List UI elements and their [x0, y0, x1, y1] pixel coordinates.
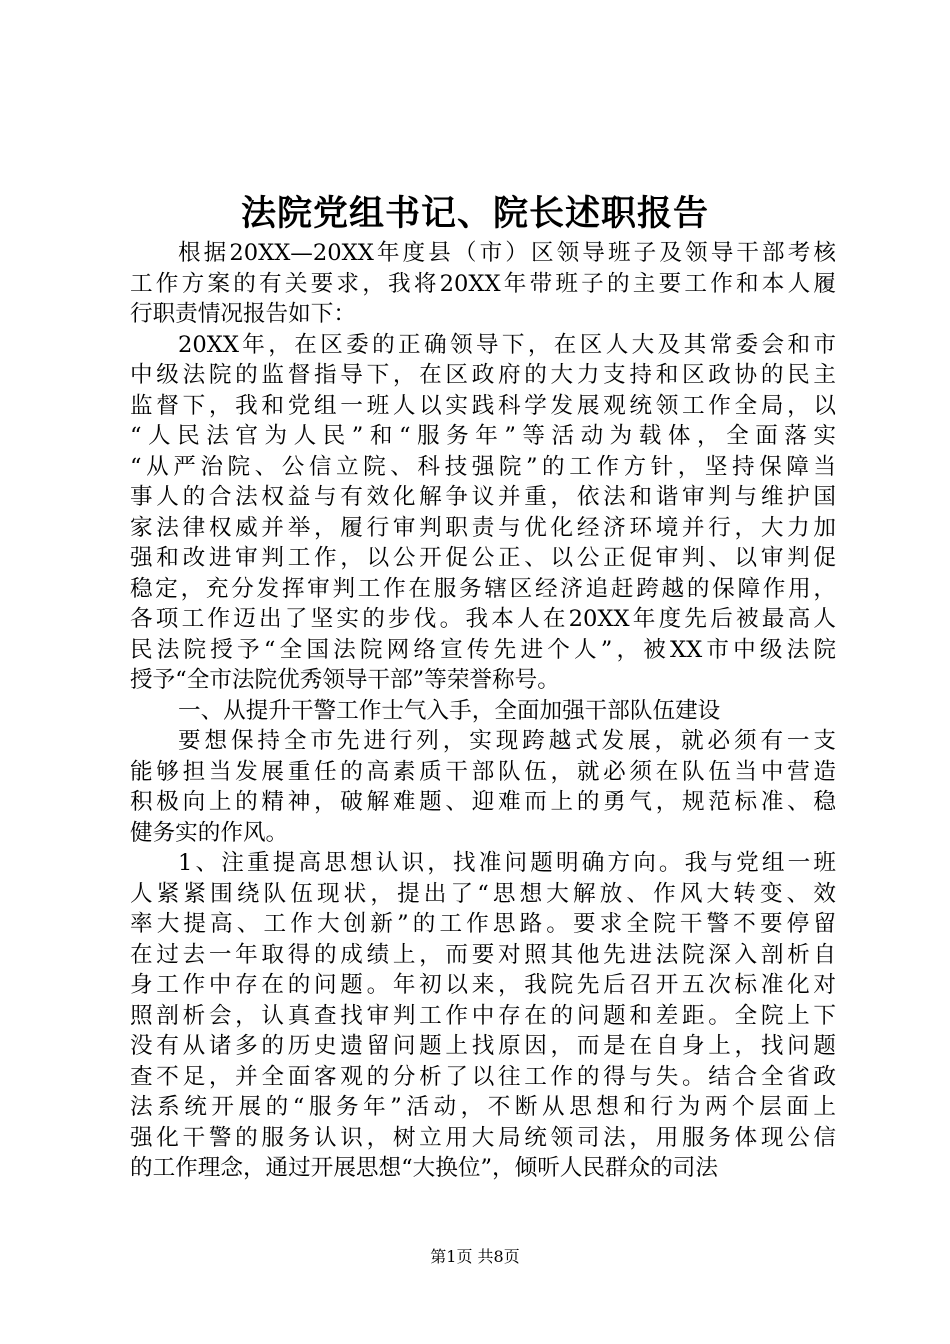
paragraph-line: 监督下，我和党组一班人以实践科学发展观统领工作全局，以 [130, 392, 836, 419]
paragraph [130, 696, 836, 727]
paragraph-line: 一、从提升干警工作士气入手，全面加强干部队伍建设 [178, 697, 721, 724]
paragraph-line: 家法律权威并举，履行审判职责与优化经济环境并行，大力加 [130, 514, 836, 541]
paragraph [130, 330, 836, 696]
paragraph-line: 照剖析会，认真查找审判工作中存在的问题和差距。全院上下 [130, 1002, 836, 1029]
paragraph-line: 事人的合法权益与有效化解争议并重，依法和谐审判与维护国 [130, 484, 836, 510]
document-body [130, 238, 836, 1184]
paragraph-line: 强和改进审判工作，以公开促公正、以公正促审判、以审判促 [130, 545, 836, 571]
page-footer: 第1页 共8页 [430, 1247, 520, 1266]
paragraph-line: 人紧紧围绕队伍现状，提出了“思想大解放、作风大转变、效 [130, 880, 836, 907]
paragraph-line: 行职责情况报告如下： [130, 301, 356, 327]
paragraph-line: 没有从诸多的历史遗留问题上找原因，而是在自身上，找问题 [130, 1033, 836, 1059]
paragraph-line: 能够担当发展重任的高素质干部队伍，就必须在队伍当中营造 [130, 758, 836, 785]
paragraph-line: 查不足，并全面客观的分析了以往工作的得与失。结合全省政 [130, 1063, 836, 1090]
paragraph-line: 健务实的作风。 [130, 819, 289, 846]
paragraph-line: 1、注重提高思想认识，找准问题明确方向。我与党组一班 [178, 850, 836, 876]
paragraph-line: 民法院授予“全国法院网络宣传先进个人”，被XX市中级法院 [130, 636, 836, 663]
paragraph-line: 工作方案的有关要求，我将20XX年带班子的主要工作和本人履 [130, 270, 836, 297]
paragraph-line: 率大提高、工作大创新”的工作思路。要求全院干警不要停留 [130, 911, 836, 937]
paragraph-line: 授予“全市法院优秀领导干部”等荣誉称号。 [130, 667, 560, 693]
paragraph-line: 各项工作迈出了坚实的步伐。我本人在20XX年度先后被最高人 [130, 606, 836, 632]
paragraph-line: 20XX年，在区委的正确领导下，在区人大及其常委会和市 [178, 331, 836, 358]
paragraph-line: 在过去一年取得的成绩上，而要对照其他先进法院深入剖析自 [130, 941, 836, 968]
paragraph-line: “从严治院、公信立院、科技强院”的工作方针，坚持保障当 [130, 453, 836, 480]
paragraph [130, 238, 836, 330]
paragraph-line: 中级法院的监督指导下，在区政府的大力支持和区政协的民主 [130, 362, 836, 388]
paragraph-line: 稳定，充分发挥审判工作在服务辖区经济追赶跨越的保障作用， [130, 575, 836, 602]
paragraph-line: 法系统开展的“服务年”活动，不断从思想和行为两个层面上 [130, 1094, 836, 1120]
paragraph-line: 的工作理念，通过开展思想“大换位”，倾听人民群众的司法 [130, 1155, 718, 1181]
paragraph-line: “人民法官为人民”和“服务年”等活动为载体，全面落实 [130, 423, 836, 449]
paragraph-line: 积极向上的精神，破解难题、迎难而上的勇气，规范标准、稳 [130, 789, 836, 815]
paragraph [130, 726, 836, 848]
document-title: 法院党组书记、院长述职报告 [240, 193, 709, 234]
paragraph-line: 根据20XX—20XX年度县（市）区领导班子及领导干部考核 [178, 240, 836, 266]
paragraph-line: 要想保持全市先进行列，实现跨越式发展，就必须有一支 [178, 728, 836, 754]
paragraph-line: 强化干警的服务认识，树立用大局统领司法，用服务体现公信 [130, 1124, 836, 1151]
paragraph-line: 身工作中存在的问题。年初以来，我院先后召开五次标准化对 [130, 972, 836, 998]
paragraph [130, 848, 836, 1184]
